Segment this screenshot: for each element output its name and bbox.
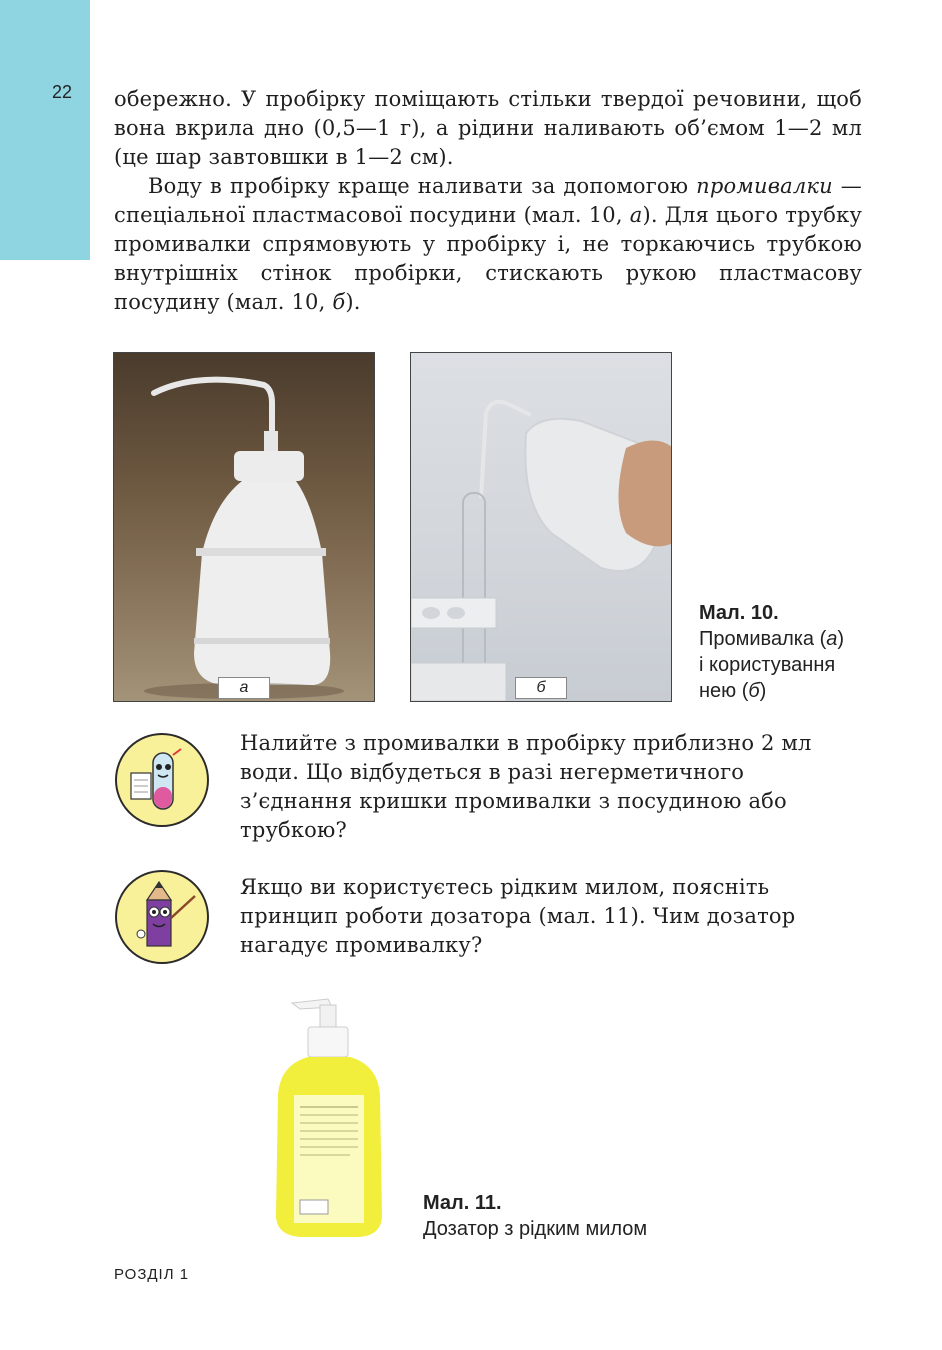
body-text — [114, 85, 862, 317]
paragraph-1: обережно. У пробірку поміщають стільки твердої речовини, щоб вона вкрила дно (0,5—1 г), а рідини наливають об’ємом 1—2 мл (це шар завтовшки в 1—2 см). — [114, 87, 862, 169]
figure-11-title: Мал. 11. — [423, 1192, 502, 1214]
wash-bottle-photo — [113, 352, 375, 702]
using-wash-bottle-photo — [410, 352, 672, 702]
photo-label-b: б — [515, 677, 567, 699]
figure-11-caption — [423, 1190, 743, 1242]
figure-10-caption: Мал. 10. Промивалка (а) і користування нею (б) — [699, 600, 899, 704]
test-tube-mascot-icon — [115, 733, 209, 827]
term-promyvalka: промивалки — [696, 174, 833, 198]
chapter-side-tab — [0, 0, 90, 260]
task-1-text: Налийте з промивалки в пробірку приблизно 2 мл води. Що відбудеться в разі негерметичного з’єднання кришки промивалки з посудиною або трубкою? — [240, 731, 812, 842]
soap-dispenser-image — [270, 995, 390, 1240]
task-2-text: Якщо ви користуєтесь рідким милом, поясніть принцип роботи дозатора (мал. 11). Чим дозатор нагадує промивалку? — [240, 875, 796, 957]
soap-dispenser-photo — [270, 995, 390, 1240]
pencil-teacher-mascot-icon — [115, 870, 209, 964]
using-wash-bottle-image — [411, 353, 671, 701]
section-footer: РОЗДІЛ 1 — [114, 1266, 190, 1283]
figure-11-text: Дозатор з рідким милом — [423, 1218, 648, 1240]
wash-bottle-image — [114, 353, 374, 701]
page-number: 22 — [52, 82, 73, 102]
figure-10-title: Мал. 10. — [699, 602, 779, 624]
photo-label-a: а — [218, 677, 270, 699]
paragraph-2: Воду в пробірку краще наливати за допомогою промивалки — спеціальної пластмасової посудини (мал. 10, а). Для цього трубку промивалки спрямовують у пробірку і, не торкаючись трубкою внутрішніх стінок пробірки, стискають рукою пластмасову посудину (мал. 10, б). — [114, 174, 863, 314]
